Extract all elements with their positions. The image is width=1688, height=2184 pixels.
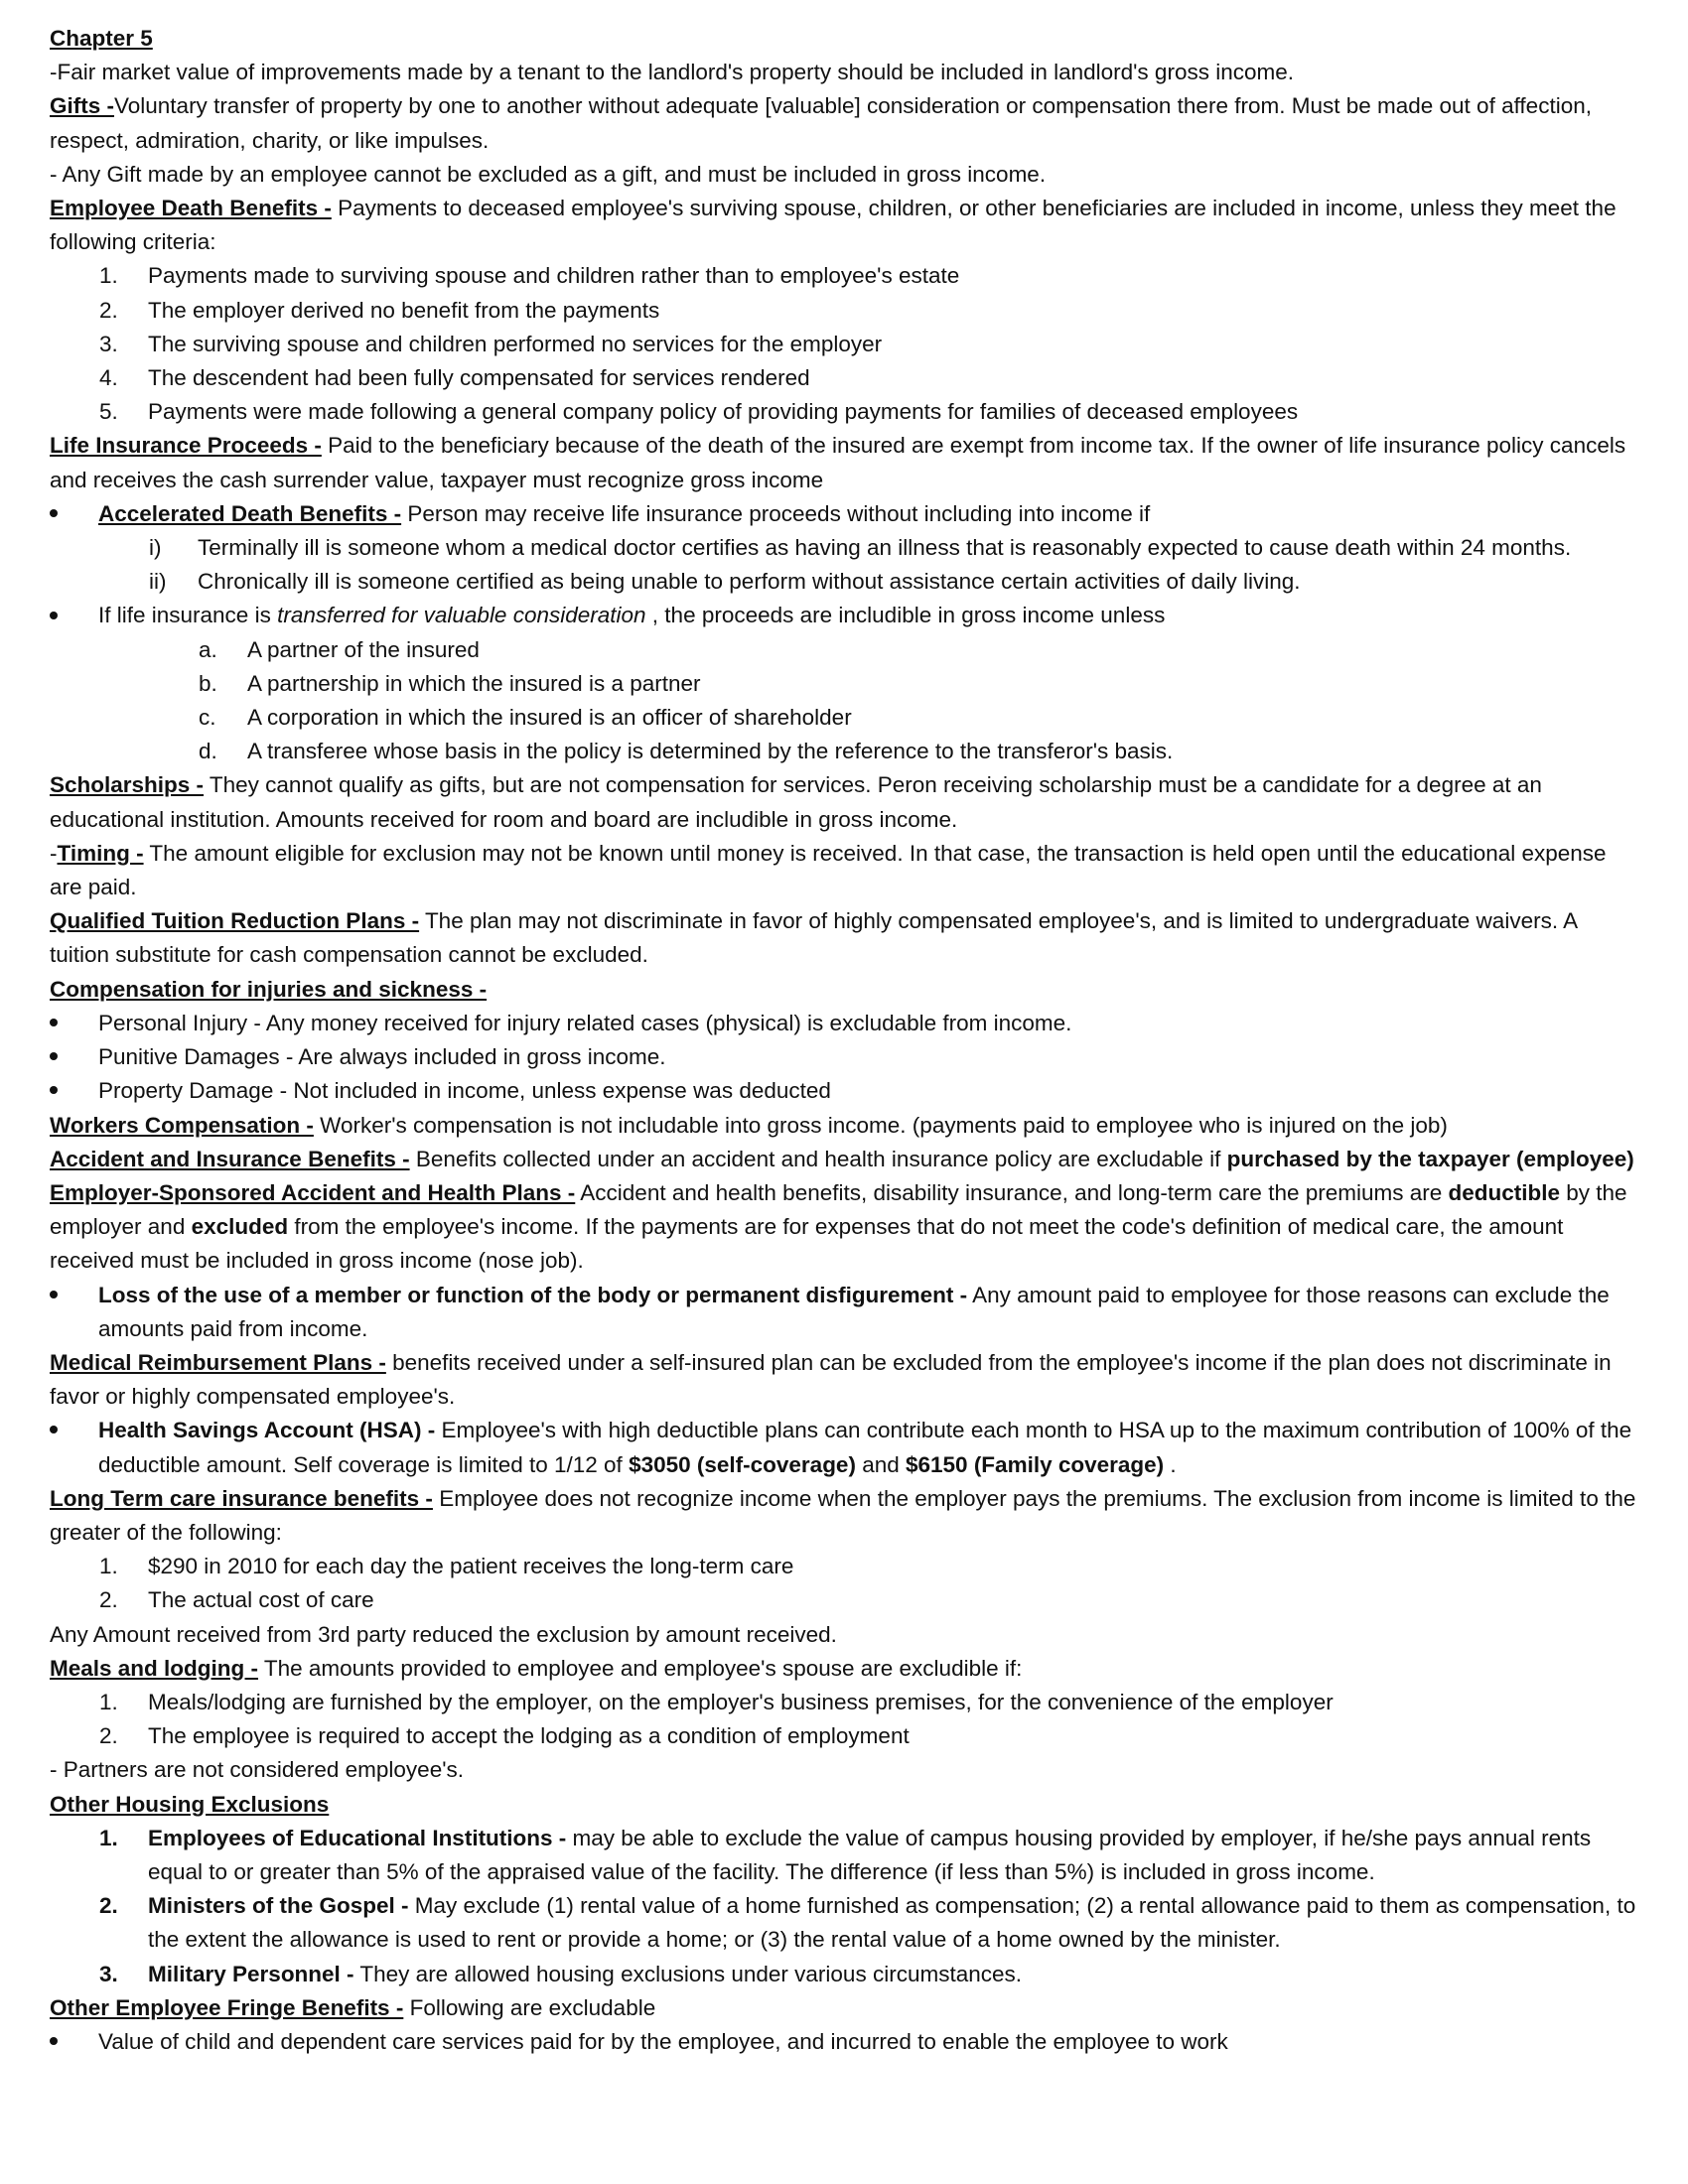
list-item: Loss of the use of a member or function of the body or permanent disfigurement - Any amount paid to employee for those reasons can exclude the amounts paid from income. (50, 1279, 1642, 1346)
list-item: Property Damage - Not included in income, unless expense was deducted (50, 1074, 1642, 1108)
fringe-heading: Other Employee Fringe Benefits - (50, 1994, 404, 2020)
bullet-icon (50, 1040, 70, 1074)
list-item: i) Terminally ill is someone whom a medical doctor certifies as having an illness that is reasonably expected to cause death within 24 months. (149, 535, 1572, 561)
bullet-icon (50, 1414, 70, 1447)
gifts-paragraph: Gifts -Voluntary transfer of property by one to another without adequate [valuable] consideration or compensation there from. Must be made out of affection, respect, admiration, charity, or like impulses. (50, 93, 1592, 153)
tuition-heading: Qualified Tuition Reduction Plans - (50, 908, 420, 934)
list-item: d. A transferee whose basis in the policy is determined by the reference to the transferor's basis. (199, 739, 1174, 764)
list-item: Value of child and dependent care services paid for by the employee, and incurred to enable the employee to work (50, 2025, 1642, 2059)
fringe-list (50, 2025, 1642, 2059)
bullet-icon (50, 497, 70, 531)
intro-line: -Fair market value of improvements made by a tenant to the landlord's property should be included in landlord's gross income. (50, 60, 1294, 85)
list-item: 1. Employees of Educational Institutions - may be able to exclude the value of campus housing provided by employer, if he/she pays annual rents equal to or greater than 5% of the appraised value of the facility. The difference (if less than 5%) is included in gross income. (99, 1825, 1592, 1884)
bullet-icon (50, 1279, 70, 1312)
death-benefits-heading: Employee Death Benefits - (50, 196, 332, 221)
list-item: 3. The surviving spouse and children performed no services for the employer (99, 331, 883, 356)
bullet-icon (50, 1007, 70, 1040)
list-item: 2. The actual cost of care (99, 1587, 374, 1613)
list-item: If life insurance is transferred for valuable consideration , the proceeds are includible in gross income unless (50, 599, 1642, 632)
list-item: Personal Injury - Any money received for injury related cases (physical) is excludable from income. (50, 1007, 1642, 1040)
injuries-heading: Compensation for injuries and sickness - (50, 976, 488, 1002)
injuries-list (50, 1007, 1642, 1109)
gifts-heading: Gifts - (50, 93, 114, 119)
accident-heading: Accident and Insurance Benefits - (50, 1146, 410, 1171)
employer-plans-heading: Employer-Sponsored Accident and Health Plans - (50, 1179, 576, 1205)
accident-paragraph: Accident and Insurance Benefits - Benefits collected under an accident and health insurance policy are excludable if purchased by the taxpayer (employee) (50, 1146, 1634, 1171)
death-benefits-list (50, 259, 1642, 429)
housing-list (50, 1822, 1642, 1991)
fringe-paragraph: Other Employee Fringe Benefits - Following are excludable (50, 1994, 656, 2020)
bullet-icon (50, 1074, 70, 1108)
transfer-exceptions-list (50, 633, 1642, 769)
list-item: 1. $290 in 2010 for each day the patient receives the long-term care (99, 1554, 794, 1579)
scholarships-paragraph: Scholarships - They cannot qualify as gifts, but are not compensation for services. Peron receiving scholarship must be a candidate for a degree at an educational institution. Amounts received for room and board are includible in gross income. (50, 772, 1542, 832)
list-item: 5. Payments were made following a general company policy of providing payments for families of deceased employees (99, 399, 1299, 425)
workers-comp-paragraph: Workers Compensation - Worker's compensation is not includable into gross income. (payments paid to employee who is injured on the job) (50, 1112, 1448, 1138)
long-term-list (50, 1550, 1642, 1617)
list-item: 3. Military Personnel - They are allowed housing exclusions under various circumstances. (99, 1961, 1022, 1986)
list-item: b. A partnership in which the insured is a partner (199, 670, 701, 696)
meals-paragraph: Meals and lodging - The amounts provided to employee and employee's spouse are excludible if: (50, 1655, 1023, 1681)
list-item: 4. The descendent had been fully compensated for services rendered (99, 365, 810, 391)
transfer-bullets (50, 599, 1642, 632)
hsa-bullets (50, 1414, 1642, 1481)
medical-heading: Medical Reimbursement Plans - (50, 1349, 386, 1375)
list-item: 2. The employer derived no benefit from the payments (99, 297, 660, 323)
timing-paragraph: -Timing - The amount eligible for exclusion may not be known until money is received. In that case, the transaction is held open until the educational expense are paid. (50, 840, 1607, 900)
chapter-title: Chapter 5 (50, 26, 153, 51)
life-insurance-heading: Life Insurance Proceeds - (50, 433, 322, 459)
accelerated-benefits-list (50, 531, 1642, 599)
medical-paragraph: Medical Reimbursement Plans - benefits received under a self-insured plan can be excluded from the employee's income if the plan does not discriminate in favor or highly compensated employee's. (50, 1349, 1612, 1410)
list-item: 1. Payments made to surviving spouse and children rather than to employee's estate (99, 263, 960, 289)
meals-heading: Meals and lodging - (50, 1655, 259, 1681)
meals-list (50, 1686, 1642, 1753)
housing-heading: Other Housing Exclusions (50, 1791, 330, 1817)
gifts-note: - Any Gift made by an employee cannot be excluded as a gift, and must be included in gross income. (50, 161, 1047, 187)
list-item: 2. The employee is required to accept the lodging as a condition of employment (99, 1723, 910, 1749)
life-insurance-bullets (50, 497, 1642, 531)
list-item: Punitive Damages - Are always included in gross income. (50, 1040, 1642, 1074)
workers-comp-heading: Workers Compensation - (50, 1112, 314, 1138)
life-insurance-paragraph: Life Insurance Proceeds - Paid to the beneficiary because of the death of the insured are exempt from income tax. If the owner of life insurance policy cancels and receives the cash surrender value, taxpayer must recognize gross income (50, 433, 1626, 492)
list-item: 2. Ministers of the Gospel - May exclude (1) rental value of a home furnished as compensation; (2) a rental allowance paid to them as compensation, to the extent the allowance is used to rent or provide a home; or (3) the rental value of a home owned by the minister. (99, 1893, 1636, 1953)
tuition-paragraph: Qualified Tuition Reduction Plans - The plan may not discriminate in favor of highly compensated employee's, and is limited to undergraduate waivers. A tuition substitute for cash compensation cannot be excluded. (50, 908, 1577, 968)
list-item: a. A partner of the insured (199, 636, 480, 662)
bullet-icon (50, 2025, 70, 2059)
long-term-paragraph: Long Term care insurance benefits - Employee does not recognize income when the employer pays the premiums. The exclusion from income is limited to the greater of the following: (50, 1485, 1636, 1545)
long-term-note: Any Amount received from 3rd party reduced the exclusion by amount received. (50, 1621, 837, 1647)
list-item: c. A corporation in which the insured is an officer of shareholder (199, 705, 852, 731)
list-item: 1. Meals/lodging are furnished by the employer, on the employer's business premises, for the convenience of the employer (99, 1689, 1334, 1714)
death-benefits-paragraph: Employee Death Benefits - Payments to deceased employee's surviving spouse, children, or other beneficiaries are included in income, unless they meet the following criteria: (50, 196, 1617, 255)
scholarships-heading: Scholarships - (50, 772, 205, 798)
list-item: Health Savings Account (HSA) - Employee's with high deductible plans can contribute each month to HSA up to the maximum contribution of 100% of the deductible amount. Self coverage is limited to 1/12 of $3050 (self-coverage) and $6150 (Family coverage) . (50, 1414, 1642, 1481)
long-term-heading: Long Term care insurance benefits - (50, 1485, 433, 1511)
list-item: Accelerated Death Benefits - Person may receive life insurance proceeds without including into income if (50, 497, 1642, 531)
timing-heading: Timing - (57, 840, 144, 866)
meals-note: - Partners are not considered employee's. (50, 1757, 465, 1783)
list-item: ii) Chronically ill is someone certified as being unable to perform without assistance certain activities of daily living. (149, 569, 1301, 595)
employer-plans-bullets (50, 1279, 1642, 1346)
bullet-icon (50, 599, 70, 632)
employer-plans-paragraph: Employer-Sponsored Accident and Health Plans - Accident and health benefits, disability insurance, and long-term care the premiums are deductible by the employer and excluded from the employee's income. If the payments are for expenses that do not meet the code's definition of medical care, the amount received must be included in gross income (nose job). (50, 1179, 1627, 1274)
